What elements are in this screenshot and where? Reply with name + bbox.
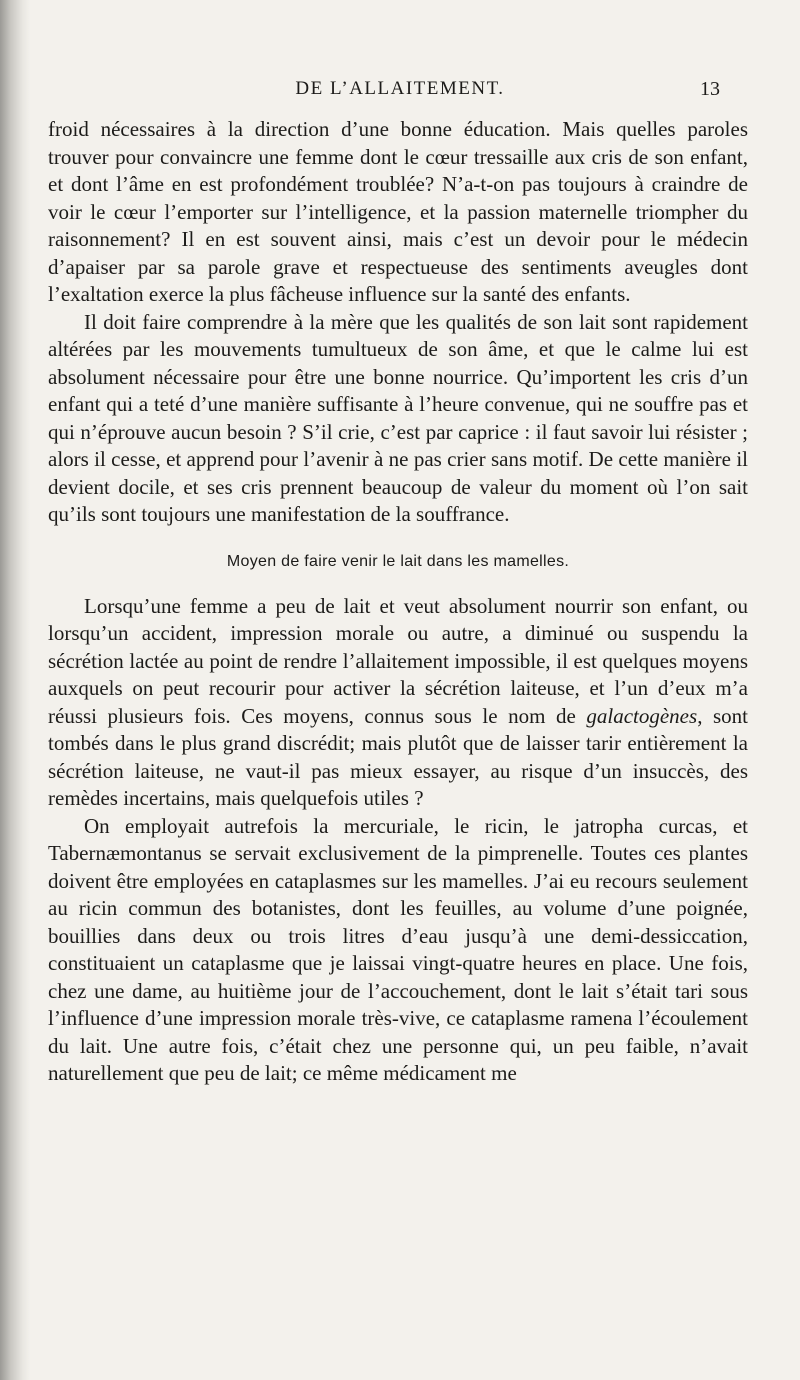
page-body: [48, 116, 748, 1088]
paragraph-3-part-2: , sont tombés dans le plus grand discrédit; mais plutôt que de laisser tarir entièrement la sécrétion laiteuse, ne vaut-il pas mieux essayer, au risque d’un insuccès, des remèdes incertains, mais quelquefois utiles ?: [48, 703, 749, 810]
paragraph-3-part-1: Lorsqu’une femme a peu de lait et veut absolument nourrir son enfant, ou lorsqu’un accident, impression morale ou autre, a diminué ou suspendu la sécrétion lactée au point de rendre l’allaitement impossible, il est quelques moyens auxquels on peut recourir pour activer la sécrétion laiteuse, et l’un d’eux m’a réussi plusieurs fois. Ces moyens, connus sous le nom de: [48, 593, 748, 728]
paragraph-4: On employait autrefois la mercuriale, le ricin, le jatropha curcas, et Tabernæmontanus se servait exclusivement de la pimprenelle. Toutes ces plantes doivent être employées en cataplasmes sur les mamelles. J’ai eu recours seulement au ricin commun des botanistes, dont les feuilles, au volume d’une poignée, bouillies dans deux ou trois litres d’eau jusqu’à une demi-dessiccation, constituaient un cataplasme que je laissai vingt-quatre heures en place. Une fois, chez une dame, au huitième jour de l’accouchement, dont le lait s’était tari sous l’influence d’une impression morale très-vive, ce cataplasme ramena l’écoulement du lait. Une autre fois, c’était chez une personne qui, un peu faible, n’avait naturellement que peu de lait; ce même médicament me: [48, 813, 748, 1085]
italic-term: galactogènes: [586, 703, 698, 728]
page-number: 13: [700, 78, 720, 100]
paragraph-2: Il doit faire comprendre à la mère que les qualités de son lait sont rapidement altérées par les mouvements tumultueux de son âme, et que le calme lui est absolument nécessaire pour être une bonne nourrice. Qu’importent les cris d’un enfant qui a teté d’une manière suffisante à l’heure convenue, qui ne souffre pas et qui n’éprouve aucun besoin ? S’il crie, c’est par caprice : il faut savoir lui résister ; alors il cesse, et apprend pour l’avenir à ne pas crier sans motif. De cette manière il devient docile, et ses cris prennent beaucoup de valeur du moment où l’on sait qu’ils sont toujours une manifestation de la souffrance.: [48, 309, 748, 526]
paragraph-3: [48, 593, 748, 813]
section-title: Moyen de faire venir le lait dans les mamelles.: [226, 552, 570, 570]
paragraph-1: froid nécessaires à la direction d’une bonne éducation. Mais quelles paroles trouver pour convaincre une femme dont le cœur tressaille aux cris de son enfant, et dont l’âme en est profondément troublée? N’a-t-on pas toujours à craindre de voir le cœur l’emporter sur l’intelligence, et la passion maternelle triompher du raisonnement? Il en est souvent ainsi, mais c’est un devoir pour le médecin d’apaiser par sa parole grave et respectueuse des sentiments aveugles dont l’exaltation exerce la plus fâcheuse influence sur la santé des enfants.: [48, 117, 748, 306]
running-head: DE L’ALLAITEMENT.: [295, 78, 505, 99]
page-header: [80, 78, 720, 108]
book-spine-shadow: [0, 0, 30, 1380]
